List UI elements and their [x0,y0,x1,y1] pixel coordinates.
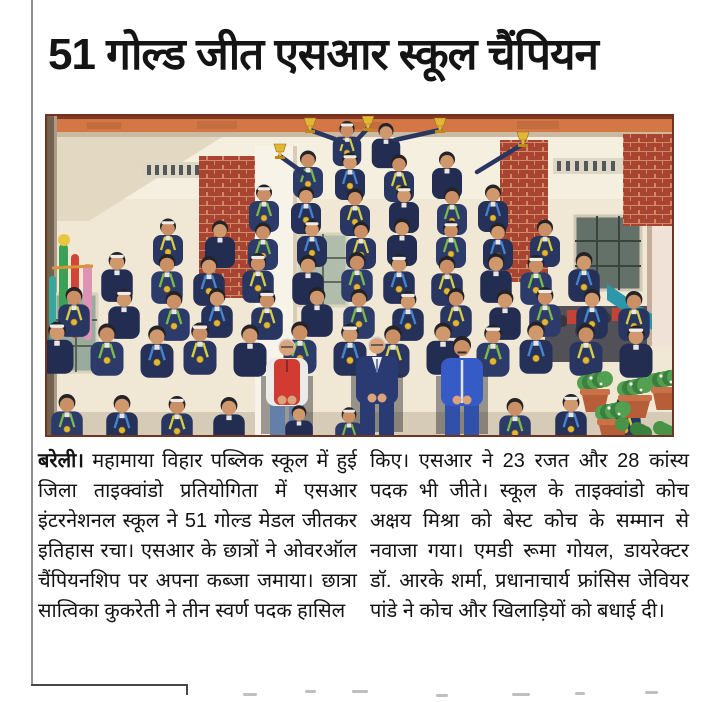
bottom-border-line [31,684,188,686]
left-column-rule [31,0,33,686]
print-smudge [512,693,530,696]
print-smudge [243,693,257,696]
print-smudge [645,691,658,694]
group-photo-illustration [47,116,672,435]
bottom-border-tick [186,684,188,695]
dateline: बरेली। [38,450,84,472]
column1-text: महामाया विहार पब्लिक स्कूल में हुई जिला ताइक्वांडो प्रतियोगिता में एसआर इंटरनेशनल स्कूल ने 51 गोल्ड मेडल जीतकर इतिहास रचा। एसआर के छात्रों ने ओवरऑल चैंपियनशिप पर अपना कब्जा जमाया। छात्रा सात्विका कुकरेती ने तीन स्वर्ण पदक हासिल [38,450,358,622]
body-column-2 [370,446,689,626]
print-smudge [305,690,316,693]
body-column-1 [38,446,357,626]
print-smudge [352,690,368,693]
print-smudge [436,694,448,697]
column2-text: किए। एसआर ने 23 रजत और 28 कांस्य पदक भी जीते। स्कूल के ताइक्वांडो कोच अक्षय मिश्रा को बेस्ट कोच के सम्मान से नवाजा गया। एमडी रूमा गोयल, डायरेक्टर डॉ. आरके शर्मा, प्रधानाचार्य फ्रांसिस जेवियर पांडे ने कोच और खिलाड़ियों को बधाई दी। [370,450,689,622]
print-smudge [575,692,585,695]
students-group-photo [45,114,674,437]
article-body [38,446,690,626]
article-headline: 51 गोल्ड जीत एसआर स्कूल चैंपियन [48,30,598,79]
